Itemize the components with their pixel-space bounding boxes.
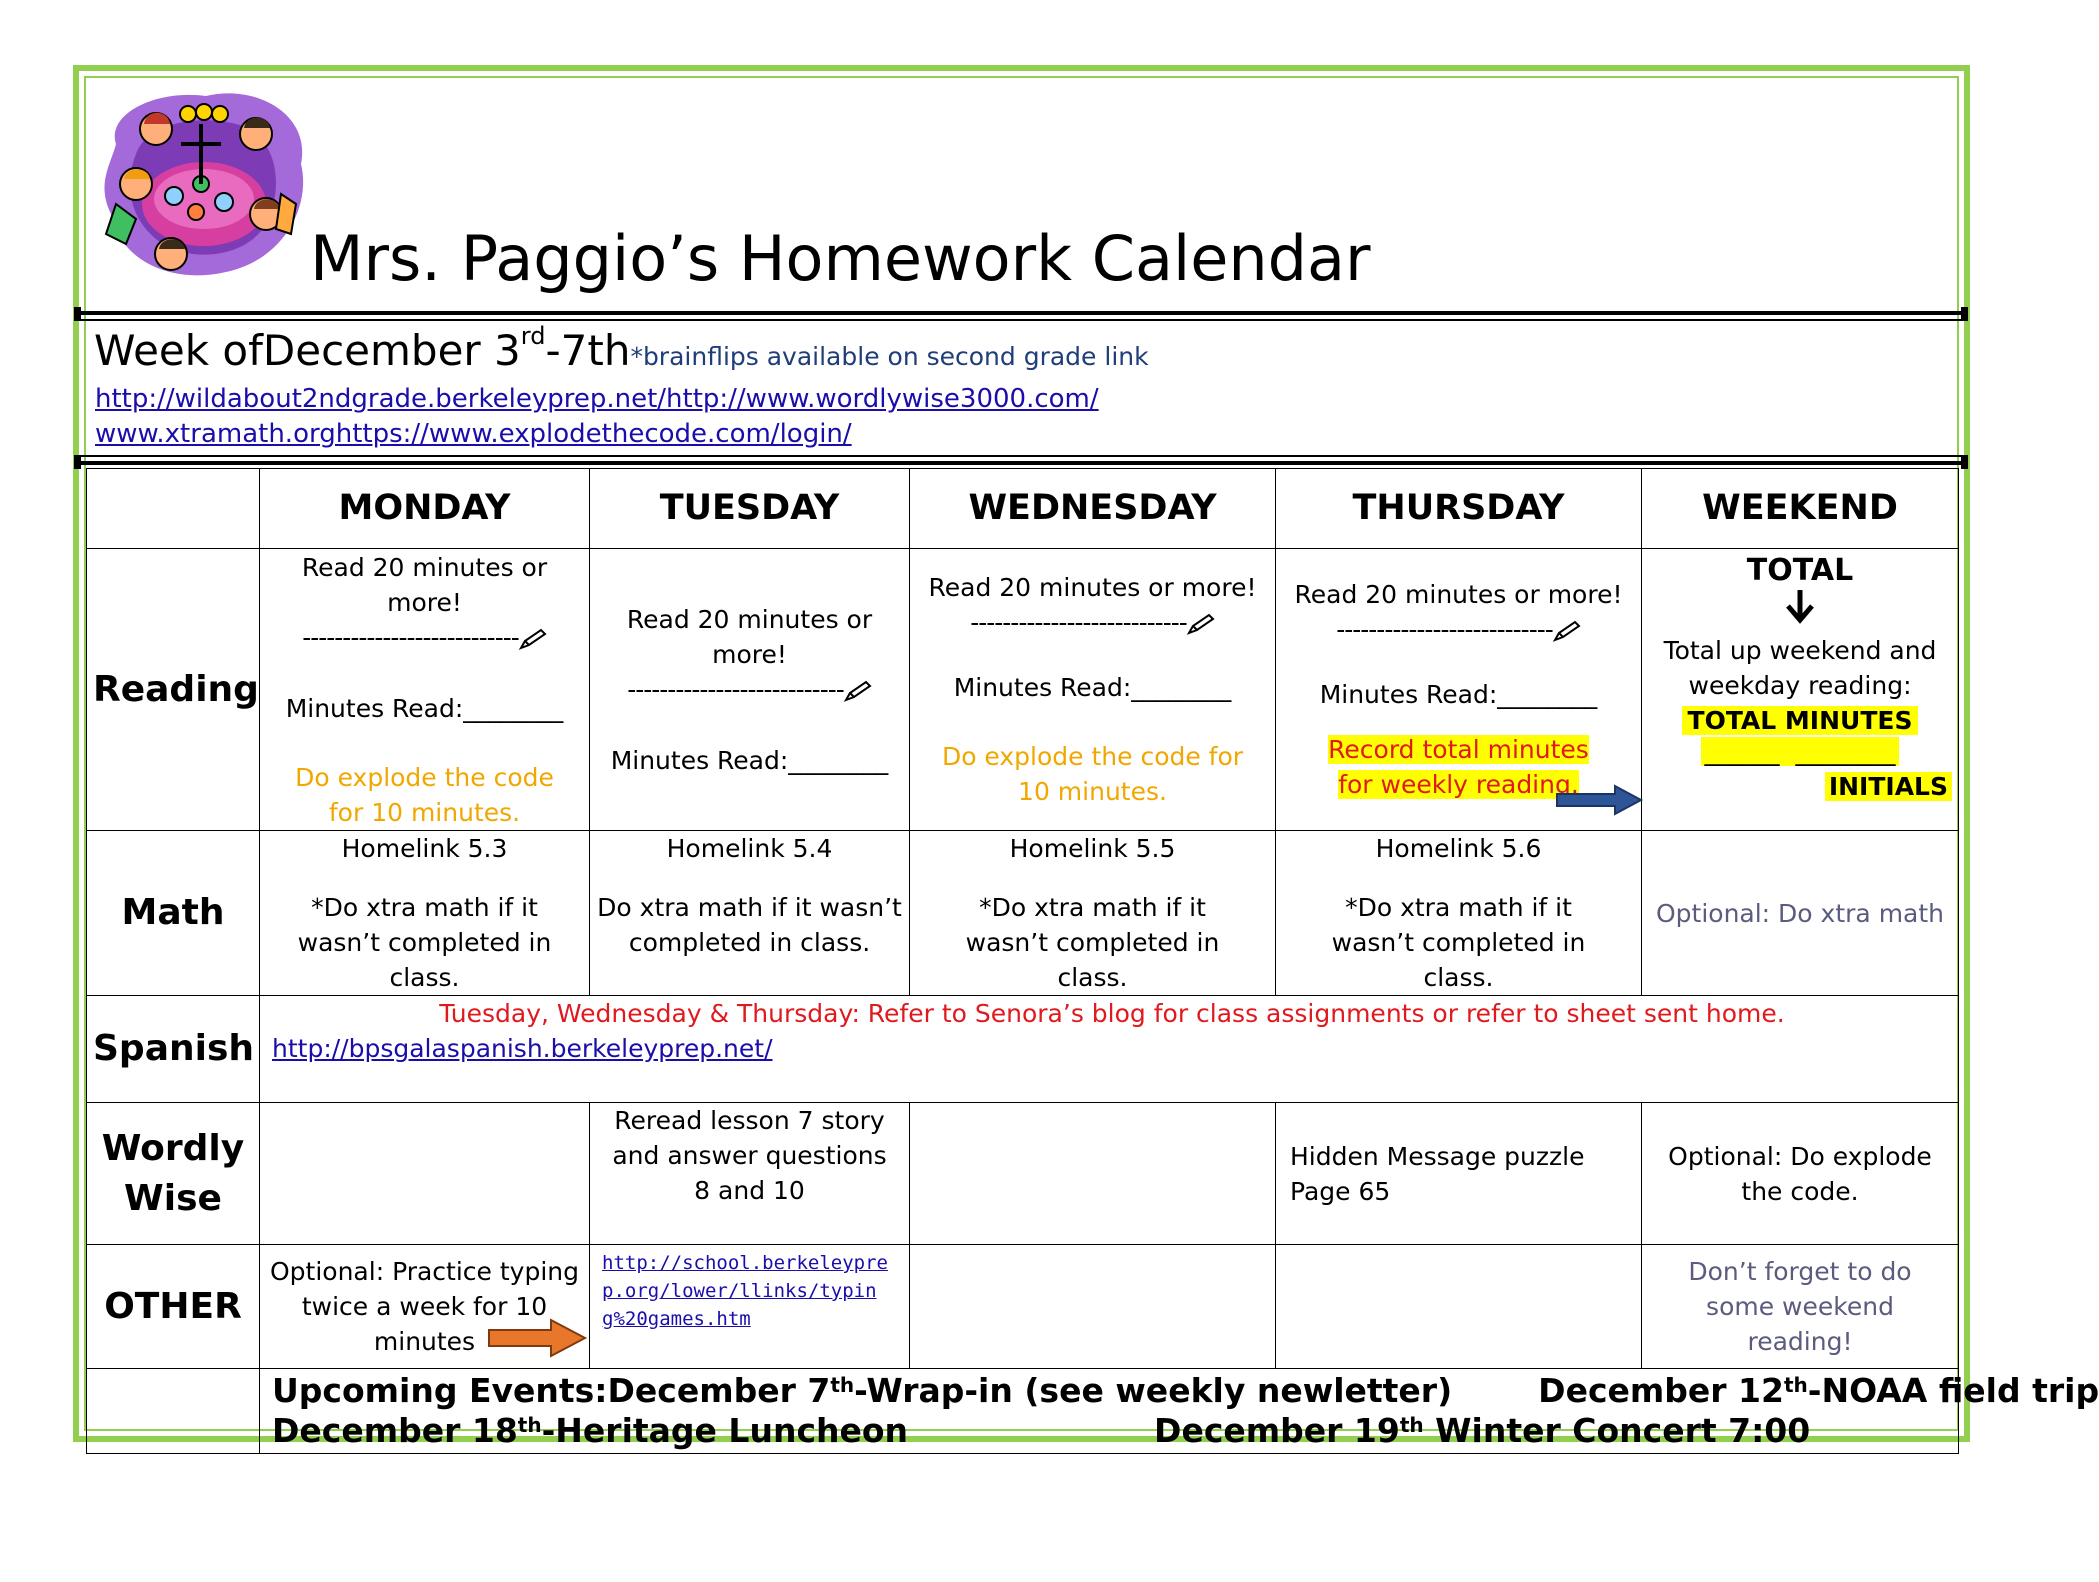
xtra-math-note: *Do xtra math if it wasn’t completed in class. xyxy=(965,893,1220,992)
math-weekend-cell: Optional: Do xtra math xyxy=(1642,831,1959,996)
dash-line: --------------------------- xyxy=(916,605,1269,640)
row-label-reading: Reading xyxy=(87,549,260,831)
day-header-monday: MONDAY xyxy=(260,469,590,549)
reading-monday-cell xyxy=(260,549,590,831)
other-monday-cell xyxy=(260,1245,590,1369)
xtra-math-note: Do xtra math if it wasn’t completed in class. xyxy=(597,893,902,957)
reading-instruction: Read 20 minutes or more! xyxy=(928,573,1257,602)
right-arrow-icon xyxy=(1555,784,1643,816)
pencil-icon xyxy=(1553,620,1581,642)
dash-line: --------------------------- xyxy=(596,672,903,707)
right-arrow-icon xyxy=(487,1318,587,1358)
wordly-wednesday-cell xyxy=(910,1103,1276,1245)
minutes-read-field[interactable]: Minutes Read:________ xyxy=(610,745,889,775)
other-thursday-cell xyxy=(1276,1245,1642,1369)
week-date-start: December 3 xyxy=(262,326,521,375)
links-divider xyxy=(74,461,1968,465)
other-row xyxy=(87,1245,1959,1369)
reading-tuesday-cell xyxy=(590,549,910,831)
initials-label: INITIALS xyxy=(1648,769,1952,804)
typing-practice-note: Optional: Practice typing twice a week for 10 minutes xyxy=(270,1257,579,1356)
row-label-wordly-wise: Wordly Wise xyxy=(87,1103,260,1245)
down-arrow-icon xyxy=(1783,588,1817,624)
reading-wednesday-cell xyxy=(910,549,1276,831)
homelink-label: Homelink 5.4 xyxy=(666,834,833,863)
total-label: TOTAL xyxy=(1746,553,1854,588)
spanish-cell xyxy=(260,996,1959,1103)
wordly-tuesday-cell: Reread lesson 7 story and answer questions 8 and 10 xyxy=(590,1103,910,1245)
wordly-monday-cell xyxy=(260,1103,590,1245)
divider-cap xyxy=(74,307,81,321)
math-row xyxy=(87,831,1959,996)
links-divider-thin xyxy=(74,455,1968,457)
events-label: Upcoming Events: xyxy=(272,1371,608,1410)
family-dinner-clipart-icon xyxy=(96,84,310,284)
hidden-message-label: Hidden Message puzzle xyxy=(1290,1141,1585,1171)
total-blanks-field[interactable]: ______ ________ xyxy=(1648,734,1952,769)
divider-cap xyxy=(1961,307,1968,321)
pencil-icon xyxy=(519,628,547,650)
reading-weekend-cell xyxy=(1642,549,1959,831)
header-divider-top xyxy=(74,311,1968,315)
homelink-label: Homelink 5.3 xyxy=(341,834,508,863)
brainflips-note: *brainflips available on second grade link xyxy=(630,342,1149,371)
day-header-tuesday: TUESDAY xyxy=(590,469,910,549)
dash-line: --------------------------- xyxy=(1282,612,1635,647)
homelink-label: Homelink 5.6 xyxy=(1375,834,1542,863)
math-monday-cell xyxy=(260,831,590,996)
other-tuesday-cell xyxy=(590,1245,910,1369)
total-minutes-label: TOTAL MINUTES xyxy=(1648,703,1952,738)
page-title: Mrs. Paggio’s Homework Calendar xyxy=(310,222,1371,295)
week-date-sup: rd xyxy=(520,322,546,350)
day-header-thursday: THURSDAY xyxy=(1276,469,1642,549)
spanish-row xyxy=(87,996,1959,1103)
xtramath-explodethecode-link[interactable]: www.xtramath.orghttps://www.explodethecode.com/login/ xyxy=(95,419,852,449)
spanish-blog-link[interactable]: http://bpsgalaspanish.berkeleyprep.net/ xyxy=(272,1034,773,1063)
events-line-2: December 18th-Heritage Luncheon December 19th Winter Concert 7:00 xyxy=(272,1411,1811,1450)
math-wednesday-cell xyxy=(910,831,1276,996)
reading-instruction: Read 20 minutes or more! xyxy=(301,552,548,617)
math-tuesday-cell xyxy=(590,831,910,996)
record-total-note: Record total minutes for weekly reading. xyxy=(1328,735,1589,799)
week-date-end: -7th xyxy=(545,326,631,375)
minutes-read-field[interactable]: Minutes Read:________ xyxy=(1319,680,1598,709)
wildabout-wordlywise-link[interactable]: http://wildabout2ndgrade.berkeleyprep.net/http://www.wordlywise3000.com/ xyxy=(95,384,1099,414)
other-wednesday-cell xyxy=(910,1245,1276,1369)
corner-cell xyxy=(87,469,260,549)
total-up-instruction: Total up weekend and weekday reading: xyxy=(1663,636,1937,700)
day-header-row xyxy=(87,469,1959,549)
row-label-other: OTHER xyxy=(87,1245,260,1369)
explode-code-note: Do explode the code for 10 minutes. xyxy=(295,762,554,827)
math-thursday-cell xyxy=(1276,831,1642,996)
pencil-icon xyxy=(1187,613,1215,635)
other-weekend-cell: Don’t forget to do some weekend reading! xyxy=(1642,1245,1959,1369)
upcoming-events-cell xyxy=(260,1369,2099,1454)
explode-code-note: Do explode the code for 10 minutes. xyxy=(941,742,1244,806)
minutes-read-field[interactable]: Minutes Read:________ xyxy=(285,693,564,723)
homework-calendar-table xyxy=(86,468,2099,1454)
week-heading xyxy=(94,322,1149,375)
minutes-read-field[interactable]: Minutes Read:________ xyxy=(953,673,1232,702)
xtra-math-note: *Do xtra math if it wasn’t completed in class. xyxy=(297,893,552,992)
xtra-math-note: *Do xtra math if it wasn’t completed in class. xyxy=(1331,893,1586,992)
dash-line: --------------------------- xyxy=(266,620,583,655)
reading-thursday-cell xyxy=(1276,549,1642,831)
typing-games-link[interactable]: http://school.berkeleyprep.org/lower/llinks/typing%20games.htm xyxy=(602,1252,888,1330)
events-line-1: Upcoming Events:December 7th-Wrap-in (see weekly newletter) December 12th-NOAA field trip xyxy=(272,1371,2099,1410)
day-header-wednesday: WEDNESDAY xyxy=(910,469,1276,549)
reading-instruction: Read 20 minutes or more! xyxy=(1294,580,1623,609)
events-label-cell xyxy=(87,1369,260,1454)
events-row xyxy=(87,1369,1959,1454)
wordly-thursday-cell xyxy=(1276,1103,1642,1245)
wordly-wise-row xyxy=(87,1103,1959,1245)
wordly-weekend-cell: Optional: Do explode the code. xyxy=(1642,1103,1959,1245)
reading-instruction: Read 20 minutes or more! xyxy=(626,604,873,669)
divider-cap xyxy=(1961,455,1968,469)
pencil-icon xyxy=(844,680,872,702)
spanish-note: Tuesday, Wednesday & Thursday: Refer to Senora’s blog for class assignments or refer to sheet sent home. xyxy=(439,999,1785,1028)
header-divider-top-thin xyxy=(74,319,1968,321)
page-number-label: Page 65 xyxy=(1290,1176,1391,1206)
reading-row xyxy=(87,549,1959,831)
day-header-weekend: WEEKEND xyxy=(1642,469,1959,549)
week-prefix: Week of xyxy=(94,326,263,375)
row-label-math: Math xyxy=(87,831,260,996)
row-label-spanish: Spanish xyxy=(87,996,260,1103)
homelink-label: Homelink 5.5 xyxy=(1009,834,1176,863)
divider-cap xyxy=(74,455,81,469)
